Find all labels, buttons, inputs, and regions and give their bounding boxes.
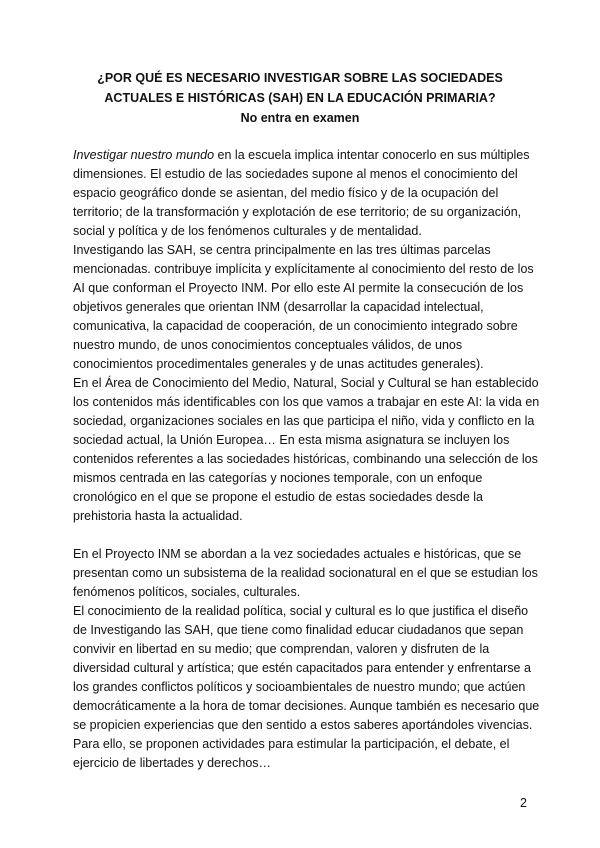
title-line-1: ¿POR QUÉ ES NECESARIO INVESTIGAR SOBRE LAS SOCIEDADES [97, 71, 503, 85]
italic-phrase: Investigar nuestro mundo [73, 148, 215, 162]
text-line: democráticamente a la hora de tomar decisiones. Aunque también es necesario que [73, 699, 540, 713]
text-line: sociedad actual, la Unión Europea… En esta misma asignatura se incluyen los [73, 433, 510, 447]
paragraph-gap [73, 526, 535, 545]
text-line: diversidad cultural y artística; que estén capacitados para entender y enfrentarse a [73, 661, 531, 675]
text-line: se propicien experiencias que den sentido a estos saberes aportándoles vivencias. [73, 718, 533, 732]
text-line-rest: en la escuela implica intentar conocerlo en sus múltiples [214, 148, 530, 162]
text-line: AI que conforman el Proyecto INM. Por ello este AI permite la consecución de los [73, 281, 524, 295]
text-line: En el Proyecto INM se abordan a la vez sociedades actuales e históricas, que se [73, 547, 522, 561]
text-line: El conocimiento de la realidad política, social y cultural es lo que justifica el diseño [73, 604, 529, 618]
document-body [73, 146, 540, 773]
text-line: social y política y de los fenómenos culturales y de mentalidad. [73, 224, 422, 238]
text-line: comunicativa, la capacidad de cooperación, de un conocimiento integrado sobre [73, 319, 518, 333]
text-line: fenómenos políticos, sociales, culturales. [73, 585, 301, 599]
text-line [73, 146, 535, 165]
text-line: los contenidos más identificables con los que vamos a trabajar en este AI: la vida en [73, 395, 540, 409]
document-heading [60, 68, 540, 128]
title-line-3: No entra en examen [240, 111, 360, 125]
text-line: territorio; de la transformación y explotación de ese territorio; de su organización, [73, 205, 522, 219]
title-line-2: ACTUALES E HISTÓRICAS (SAH) EN LA EDUCACIÓN PRIMARIA? [104, 91, 496, 105]
page-number: 2 [520, 796, 527, 810]
text-line: cronológico en el que se propone el estudio de estas sociedades desde la [73, 490, 484, 504]
text-line: nuestro mundo, de unos conocimientos conceptuales válidos, de unos [73, 338, 463, 352]
text-line: sociedad, organizaciones sociales en las que participa el niño, vida y conflicto en la [73, 414, 535, 428]
text-line: los grandes conflictos políticos y socioambientales de nuestro mundo; que actúen [73, 680, 526, 694]
text-line: contenidos referentes a las sociedades históricas, combinando una selección de los [73, 452, 538, 466]
text-line: ejercicio de libertades y derechos… [73, 756, 272, 770]
text-line: mencionadas. contribuye implícita y explícitamente al conocimiento del resto de los [73, 262, 534, 276]
text-line: de Investigando las SAH, que tiene como finalidad educar ciudadanos que sepan [73, 623, 524, 637]
text-line: convivir en libertad en su medio; que comprendan, valoren y disfruten de la [73, 642, 490, 656]
text-line: mismos centrada en las categorías y nociones temporale, con un enfoque [73, 471, 483, 485]
text-line: presentan como un subsistema de la realidad socionatural en el que se estudian los [73, 566, 538, 580]
text-line: espacio geográfico donde se asientan, del medio físico y de la ocupación del [73, 186, 499, 200]
text-line: dimensiones. El estudio de las sociedades supone al menos el conocimiento del [73, 167, 518, 181]
text-line: objetivos generales que orientan INM (desarrollar la capacidad intelectual, [73, 300, 484, 314]
text-line: Investigando las SAH, se centra principalmente en las tres últimas parcelas [73, 243, 491, 257]
text-line: Para ello, se proponen actividades para estimular la participación, el debate, el [73, 737, 510, 751]
text-line: En el Área de Conocimiento del Medio, Natural, Social y Cultural se han establecido [73, 376, 539, 390]
text-line: prehistoria hasta la actualidad. [73, 509, 243, 523]
text-line: conocimientos procedimentales generales y de unas actitudes generales). [73, 357, 484, 371]
